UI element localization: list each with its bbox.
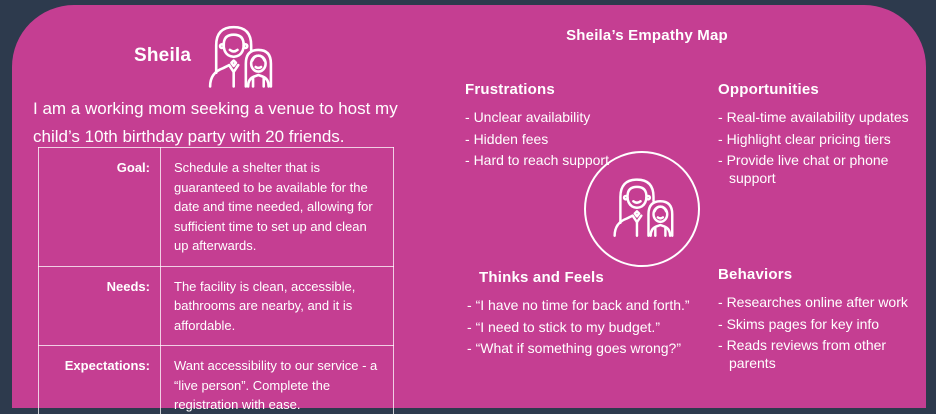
quadrant-heading: Behaviors (718, 266, 793, 283)
list-item: - Provide live chat or phone support (718, 152, 923, 187)
quadrant-list (467, 297, 715, 358)
list-item: - Highlight clear pricing tiers (718, 131, 923, 149)
empathy-map-center (584, 151, 700, 267)
persona-table (38, 147, 394, 414)
persona-intro: I am a working mom seeking a venue to host my child’s 10th birthday party with 20 friends. (33, 99, 398, 146)
quadrant-thinks-and-feels (467, 269, 715, 362)
quadrant-list (718, 294, 933, 373)
table-row-expectations (39, 346, 394, 414)
row-value: The facility is clean, accessible, bathrooms are nearby, and it is affordable. (161, 266, 394, 346)
row-value: Want accessibility to our service - a “live person”. Complete the registration with ease. (161, 346, 394, 414)
row-label: Expectations: (39, 346, 161, 414)
row-value: Schedule a shelter that is guaranteed to be available for the date and time needed, allowing for sufficient time to set up and clean up afterwards. (161, 148, 394, 267)
list-item: - Skims pages for key info (718, 316, 933, 334)
list-item: - Hard to reach support (465, 152, 615, 170)
row-label: Needs: (39, 266, 161, 346)
table-row-needs (39, 266, 394, 346)
persona-card (12, 5, 926, 412)
list-item: - “What if something goes wrong?” (467, 340, 715, 358)
table-row-goal (39, 148, 394, 267)
quadrant-behaviors (718, 266, 933, 377)
persona-header (134, 17, 277, 95)
quadrant-list (718, 109, 923, 188)
list-item: - Hidden fees (465, 131, 615, 149)
quadrant-heading: Opportunities (718, 81, 819, 98)
list-item: - “I have no time for back and forth.” (467, 297, 715, 315)
list-item: - Researches online after work (718, 294, 933, 312)
list-item: - “I need to stick to my budget.” (467, 319, 715, 337)
quadrant-frustrations (465, 81, 615, 174)
quadrant-heading: Frustrations (465, 81, 555, 98)
mom-and-child-icon (201, 17, 277, 95)
row-label: Goal: (39, 148, 161, 267)
quadrant-heading: Thinks and Feels (479, 269, 604, 286)
list-item: - Unclear availability (465, 109, 615, 127)
list-item: - Reads reviews from other parents (718, 337, 933, 372)
quadrant-opportunities (718, 81, 923, 192)
list-item: - Real-time availability updates (718, 109, 923, 127)
mom-and-child-icon (606, 170, 678, 249)
quadrant-list (465, 109, 615, 170)
empathy-map-title: Sheila’s Empathy Map (566, 27, 728, 44)
persona-name: Sheila (134, 45, 192, 66)
